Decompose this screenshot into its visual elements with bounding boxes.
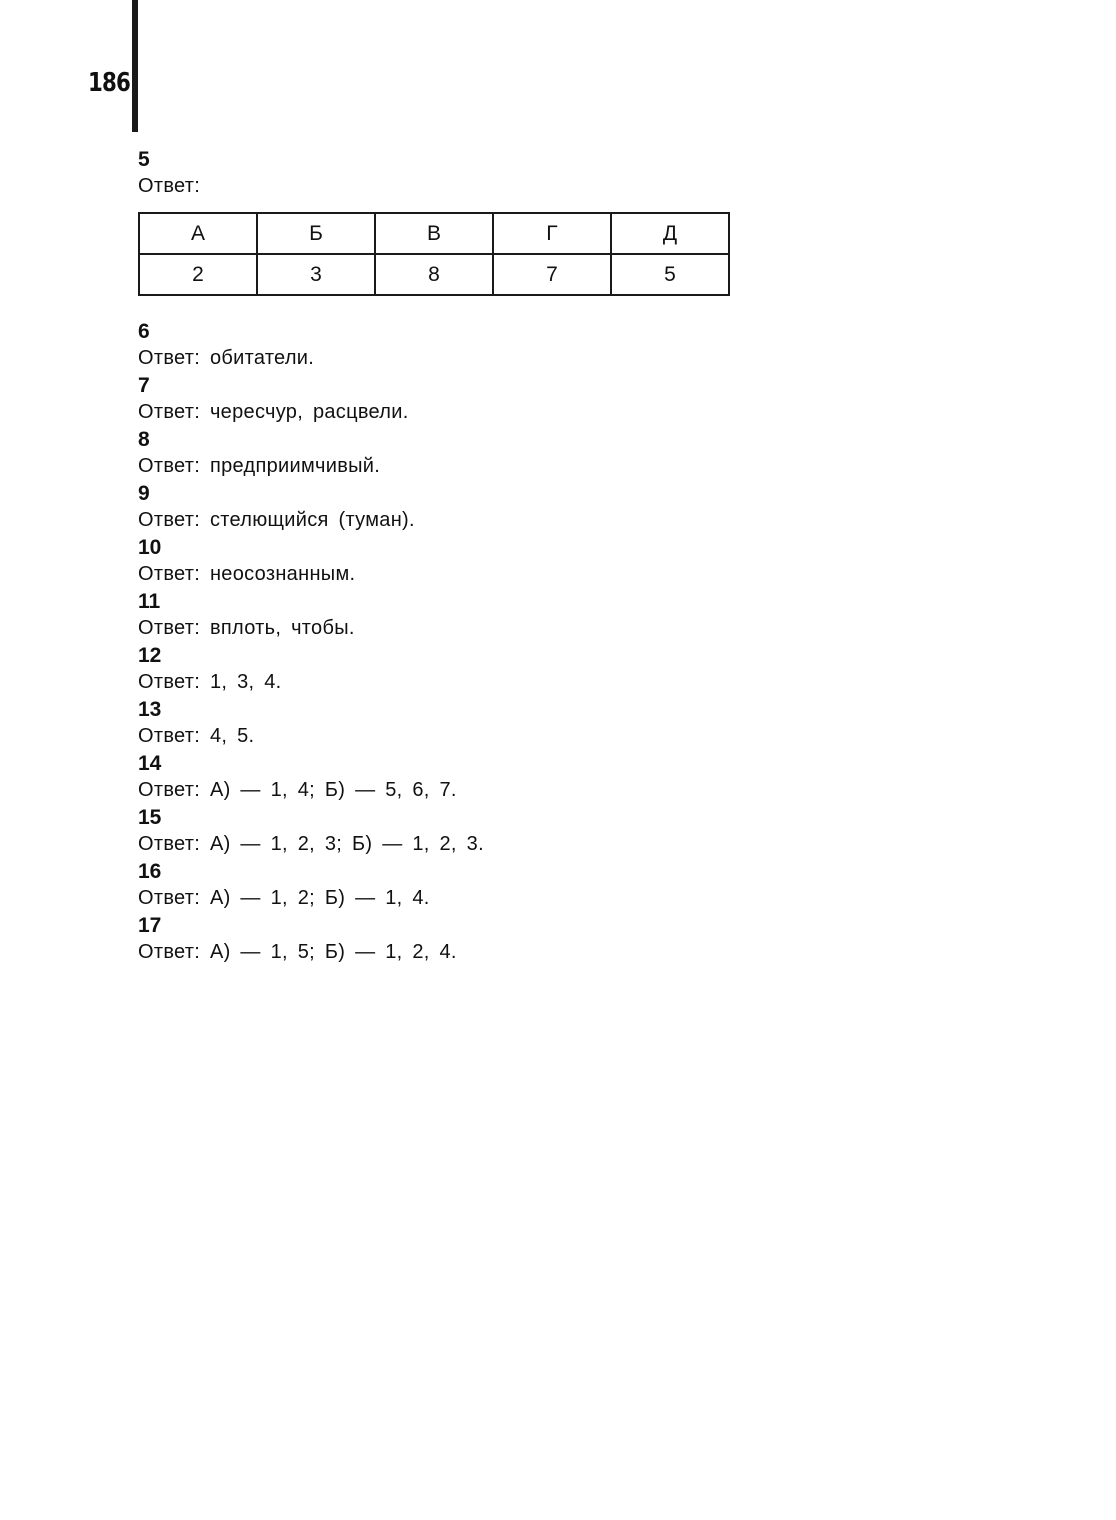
task-number: 14 (138, 752, 162, 775)
answer-item (138, 804, 838, 858)
task-number: 8 (138, 428, 150, 451)
task-number: 12 (138, 644, 162, 667)
table-value-cell: 8 (375, 254, 493, 295)
answer-table (138, 212, 730, 296)
answer-item (138, 696, 838, 750)
margin-rule (132, 0, 138, 132)
task-number: 11 (138, 590, 161, 613)
answer-text: Ответ: А) — 1, 2, 3; Б) — 1, 2, 3. (138, 833, 484, 855)
answer-text: Ответ: 1, 3, 4. (138, 671, 282, 693)
task-number: 17 (138, 914, 162, 937)
table-value-row (139, 254, 729, 295)
task-number: 15 (138, 806, 162, 829)
answer-item (138, 750, 838, 804)
answer-label: Ответ: (138, 175, 201, 197)
answer-item (138, 480, 838, 534)
answer-text: Ответ: обитатели. (138, 347, 315, 369)
task-number: 6 (138, 320, 150, 343)
answer-item (138, 858, 838, 912)
task-number: 16 (138, 860, 162, 883)
page-number: 186 (88, 68, 131, 98)
answer-item (138, 372, 838, 426)
answer-text: Ответ: 4, 5. (138, 725, 255, 747)
answer-item (138, 318, 838, 372)
answer-text: Ответ: стелющийся (туман). (138, 509, 415, 531)
answer-text: Ответ: А) — 1, 4; Б) — 5, 6, 7. (138, 779, 457, 801)
table-value-cell: 5 (611, 254, 729, 295)
table-header-cell: Д (611, 213, 729, 254)
answer-text: Ответ: предприимчивый. (138, 455, 381, 477)
answer-item (138, 426, 838, 480)
answers-content (138, 146, 838, 966)
table-header-cell: Б (257, 213, 375, 254)
table-value-cell: 3 (257, 254, 375, 295)
answer-item (138, 912, 838, 966)
answer-item (138, 642, 838, 696)
task-number: 13 (138, 698, 162, 721)
table-header-cell: В (375, 213, 493, 254)
table-header-cell: А (139, 213, 257, 254)
task-number: 5 (138, 148, 150, 171)
task-number: 7 (138, 374, 150, 397)
answer-item (138, 534, 838, 588)
answer-text: Ответ: неосознанным. (138, 563, 356, 585)
table-value-cell: 2 (139, 254, 257, 295)
task-number: 10 (138, 536, 162, 559)
answer-item (138, 588, 838, 642)
answer-text: Ответ: чересчур, расцвели. (138, 401, 409, 423)
answer-text: Ответ: А) — 1, 2; Б) — 1, 4. (138, 887, 430, 909)
table-value-cell: 7 (493, 254, 611, 295)
answer-text: Ответ: вплоть, чтобы. (138, 617, 355, 639)
task-number: 9 (138, 482, 150, 505)
answer-text: Ответ: А) — 1, 5; Б) — 1, 2, 4. (138, 941, 457, 963)
table-header-row (139, 213, 729, 254)
table-header-cell: Г (493, 213, 611, 254)
